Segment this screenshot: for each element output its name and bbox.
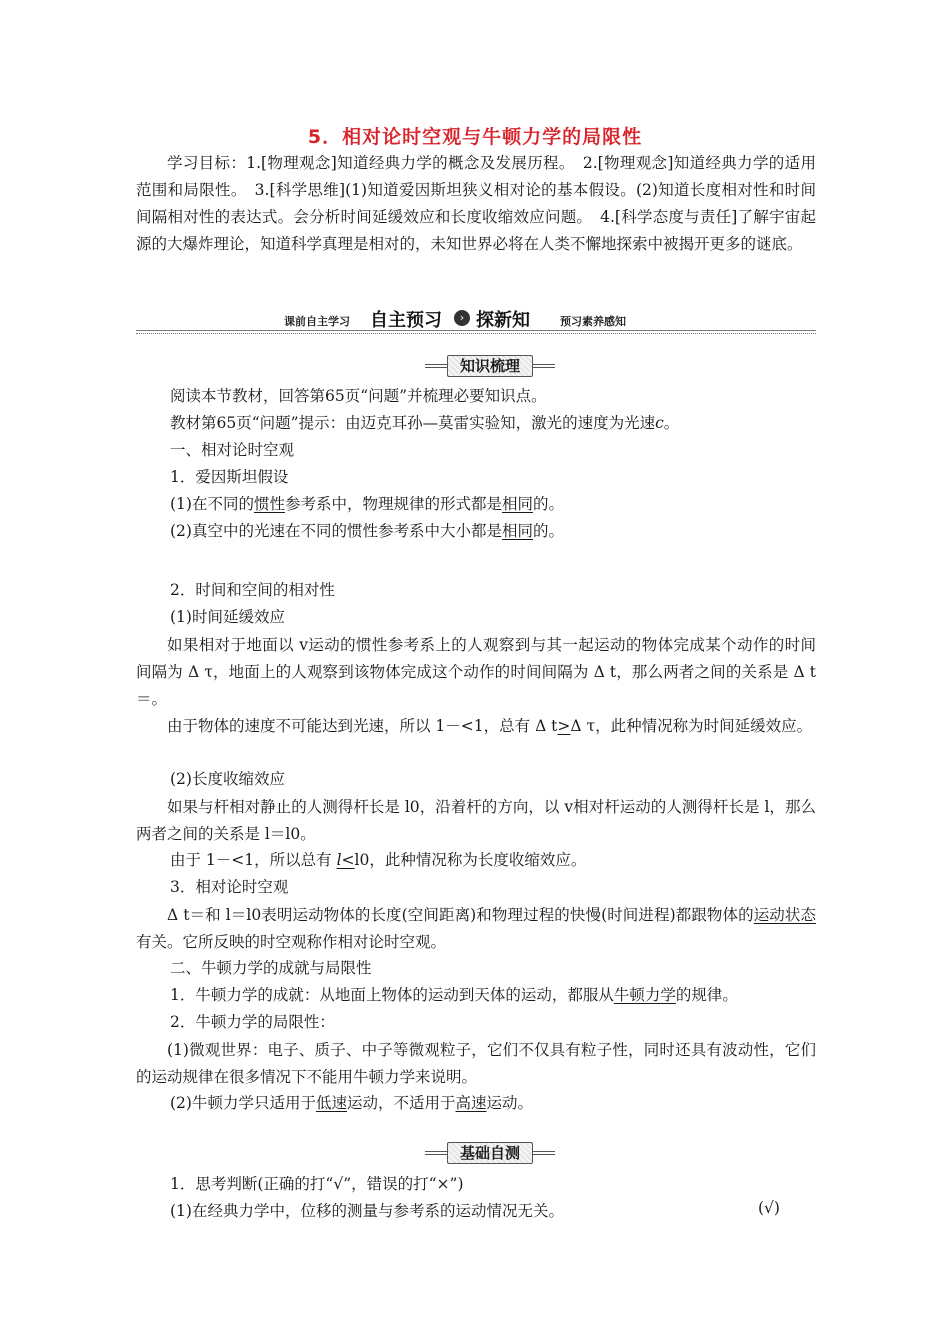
answer-high-speed: 高速 xyxy=(455,1094,487,1112)
answer-newton-mechanics: 牛顿力学 xyxy=(613,986,676,1004)
time-dilation-conclusion xyxy=(136,713,816,740)
low-speed-line xyxy=(170,1091,533,1113)
section-tag-basic-test xyxy=(425,1142,555,1162)
low-speed-a: (2)牛顿力学只适用于 xyxy=(170,1094,316,1112)
postulate-2-c: 的。 xyxy=(532,522,564,540)
newton-achievement xyxy=(170,983,738,1005)
heading-time-dilation: (1)时间延缓效应 xyxy=(170,608,285,626)
heading-relativity: 一、相对论时空观 xyxy=(170,441,295,459)
postulate-2 xyxy=(170,519,564,541)
intro-line-2 xyxy=(170,411,679,433)
time-conclusion-b: Δ τ，此种情况称为时间延缓效应。 xyxy=(570,717,813,735)
spacetime-a: Δ t＝和 l＝l0表明运动物体的长度(空间距离)和物理过程的快慢(时间进程)都跟物体的 xyxy=(167,906,754,924)
banner-main-text-1: 自主预习 xyxy=(370,310,442,331)
answer-same-2: 相同 xyxy=(501,522,533,540)
low-speed-b: 运动，不适用于 xyxy=(346,1094,456,1112)
length-conclusion-b: l0，此种情况称为长度收缩效应。 xyxy=(354,851,587,869)
page-title: 5．相对论时空观与牛顿力学的局限性 xyxy=(307,126,643,148)
spacetime-b: 有关。它所反映的时空观称作相对论时空观。 xyxy=(136,933,447,951)
intro-line-2-text: 教材第65页“问题”提示：由迈克耳孙—莫雷实验知，激光的速度为光速 xyxy=(170,414,656,432)
answer-same-1: 相同 xyxy=(502,495,534,513)
length-contraction-paragraph: 如果与杆相对静止的人测得杆长是 l0，沿着杆的方向，以 v相对杆运动的人测得杆长是 l，那么两者之间的关系是 l＝l0。 xyxy=(136,798,816,843)
section-tag-knowledge xyxy=(425,355,555,375)
postulate-1 xyxy=(170,492,564,514)
heading-length-contraction: (2)长度收缩效应 xyxy=(170,770,285,788)
learning-objectives: 学习目标：1.[物理观念]知道经典力学的概念及发展历程。 2.[物理观念]知道经典力学的适用范围和局限性。 3.[科学思维](1)知道爱因斯坦狭义相对论的基本假设。(2)知道长度相对性和时间间隔相对性的表达式。会分析时间延缓效应和长度收缩效应问题。 4.[科学态度与责任]了解宇宙起源的大爆炸理论，知道科学真理是相对的，未知世界必将在人类不懈地探索中被揭开更多的谜底。 xyxy=(136,154,816,253)
postulate-1-c: 的。 xyxy=(533,495,565,513)
banner-rule-dotted xyxy=(136,333,816,334)
time-dilation-paragraph: 如果相对于地面以 v运动的惯性参考系上的人观察到与其一起运动的物体完成某个动作的时间间隔为 Δ τ，地面上的人观察到该物体完成这个动作的时间间隔为 Δ t，那么两者之间的关系是 Δ t＝。 xyxy=(136,636,816,708)
tag-label: 知识梳理 xyxy=(447,355,533,377)
spacetime-paragraph xyxy=(136,902,816,956)
answer-less: l< xyxy=(336,851,355,869)
banner-rule xyxy=(136,330,816,331)
tag-bar-left xyxy=(425,364,447,368)
answer-inertial: 惯性 xyxy=(253,495,285,513)
intro-line-2-end: 。 xyxy=(663,414,680,432)
banner-right-text: 预习素养感知 xyxy=(560,315,626,328)
question-1: (1)在经典力学中，位移的测量与参考系的运动情况无关。 xyxy=(170,1202,564,1220)
postulate-1-a: (1)在不同的 xyxy=(170,495,254,513)
var-c: c xyxy=(655,414,664,432)
banner-left-text: 课前自主学习 xyxy=(284,315,350,328)
intro-line-1: 阅读本节教材，回答第65页“问题”并梳理必要知识点。 xyxy=(170,387,547,405)
question-heading: 1．思考判断(正确的打“√”，错误的打“×”) xyxy=(170,1175,464,1193)
heading-spacetime-view: 3．相对论时空观 xyxy=(170,878,289,896)
answer-low-speed: 低速 xyxy=(315,1094,347,1112)
tag-bar-right xyxy=(533,364,555,368)
newton-achievement-b: 的规律。 xyxy=(675,986,738,1004)
tag-bar-right xyxy=(533,1151,555,1155)
micro-world-paragraph: (1)微观世界：电子、质子、中子等微观粒子，它们不仅具有粒子性，同时还具有波动性，它们的运动规律在很多情况下不能用牛顿力学来说明。 xyxy=(136,1041,816,1086)
question-1-mark: (√) xyxy=(758,1199,780,1217)
low-speed-c: 运动。 xyxy=(486,1094,534,1112)
banner-main-text-2: 探新知 xyxy=(476,310,530,331)
length-contraction-conclusion xyxy=(170,848,586,870)
heading-relativity-time-space: 2．时间和空间的相对性 xyxy=(170,581,335,599)
postulate-2-a: (2)真空中的光速在不同的惯性参考系中大小都是 xyxy=(170,522,502,540)
heading-einstein: 1．爱因斯坦假设 xyxy=(170,468,289,486)
postulate-1-b: 参考系中，物理规律的形式都是 xyxy=(284,495,502,513)
length-conclusion-a: 由于 1－<1，所以总有 xyxy=(170,851,337,869)
chevron-right-icon: › xyxy=(454,310,470,326)
heading-newton: 二、牛顿力学的成就与局限性 xyxy=(170,959,372,977)
newton-limitation-heading: 2．牛顿力学的局限性： xyxy=(170,1013,335,1031)
answer-motion-state: 运动状态 xyxy=(753,906,816,924)
time-conclusion-a: 由于物体的速度不可能达到光速，所以 1－<1，总有 Δ t xyxy=(167,717,558,735)
section-banner xyxy=(136,306,816,332)
tag-bar-left xyxy=(425,1151,447,1155)
answer-greater: > xyxy=(557,717,571,735)
tag-label: 基础自测 xyxy=(447,1142,533,1164)
newton-achievement-a: 1．牛顿力学的成就：从地面上物体的运动到天体的运动，都服从 xyxy=(170,986,614,1004)
